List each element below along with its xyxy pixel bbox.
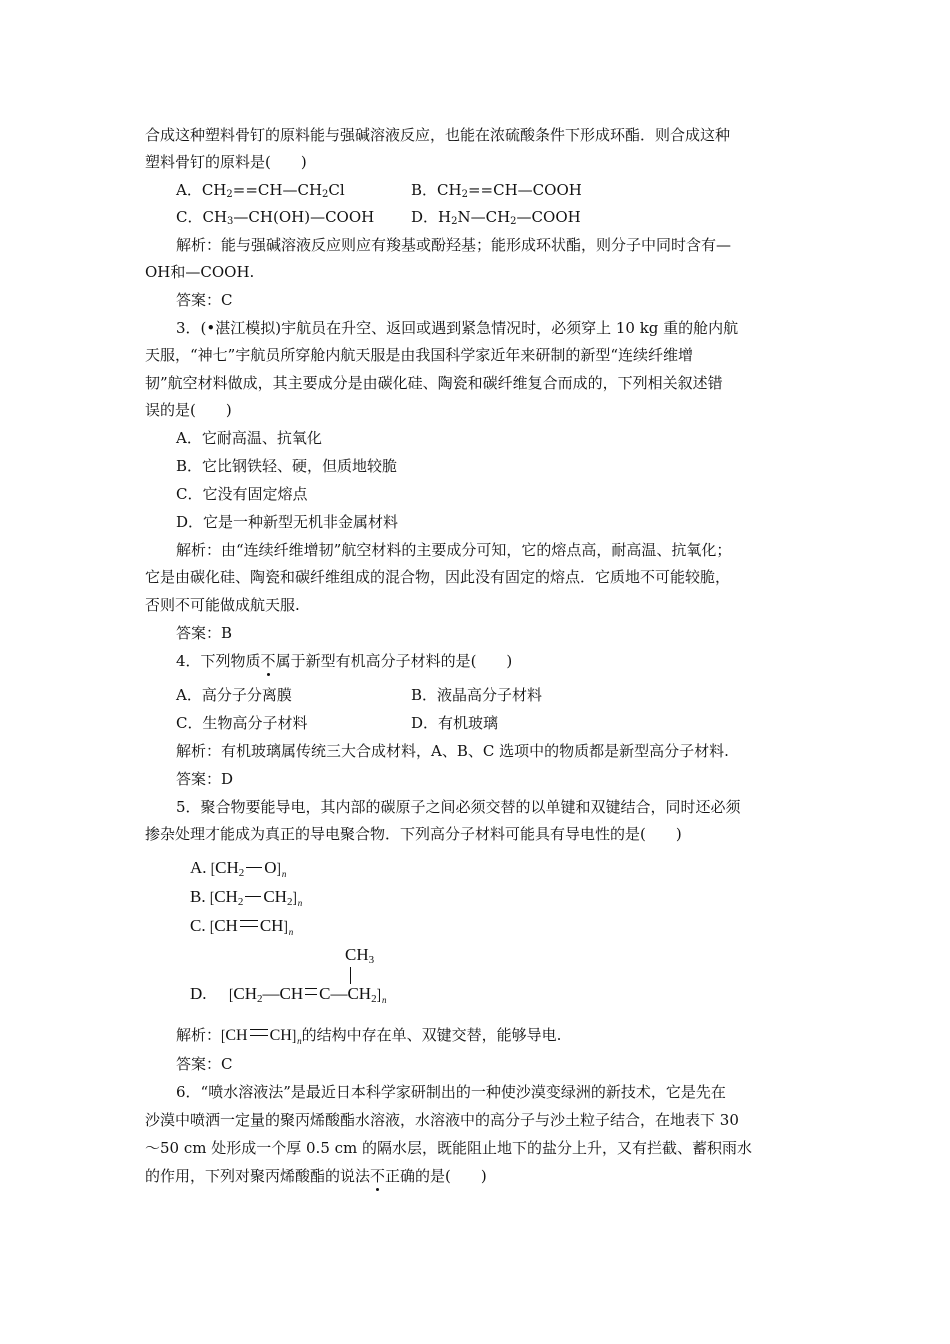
option-label: D. [190,984,207,1003]
methyl-group: $CH_3$ [345,945,375,966]
answer-line: 答案：C [176,291,233,309]
question-text: 的作用，下列对聚丙烯酸酯的说法 [145,1167,371,1185]
option-a: A．$CH_2==CH—CH_2Cl$ [176,181,345,200]
option-d: D．有机玻璃 [411,714,499,732]
question-line [145,1166,487,1186]
question-line: 误的是( ) [145,401,232,419]
text-line: 塑料骨钉的原料是( ) [145,153,307,171]
question-line [176,651,512,671]
option-c: C．它没有固定熔点 [176,485,308,503]
question-text: 属于新型有机高分子材料的是( ) [275,652,513,670]
subscript-n: n [381,995,387,1005]
subscript-n: n [297,1036,302,1046]
question-line: 韧”航空材料做成，其主要成分是由碳化硅、陶瓷和碳纤维复合而成的，下列相关叙述错 [145,374,723,392]
subscript-n: n [281,869,287,879]
formula-option-c: C. [CH $CH]_n$ [190,916,294,937]
formula-option-b: B. [$CH_2$ $CH_2]_n$ [190,887,303,908]
option-label: C. [190,916,206,935]
answer-line: 答案：C [176,1055,233,1073]
emphasis-dot-text: 不 [370,1167,386,1185]
analysis-text: 的结构中存在单、双键交替，能够导电. [301,1026,562,1044]
question-line: 3．(•湛江模拟)宇航员在升空、返回或遇到紧急情况时，必须穿上 10 kg 重的舱内航 [176,319,739,337]
subscript-n: n [297,898,303,908]
question-line: 掺杂处理才能成为真正的导电聚合物．下列高分子材料可能具有导电性的是( ) [145,825,682,843]
question-text: 正确的是( ) [385,1167,487,1185]
answer-line: 答案：B [176,624,233,642]
option-c: C．$CH_3—CH(OH)—COOH$ [176,208,375,227]
option-c: C．生物高分子材料 [176,714,308,732]
emphasis-dot-text: 不 [260,652,276,670]
inline-formula: [CH $CH]_n$ [221,1026,302,1046]
option-b: B．它比钢铁轻、硬，但质地较脆 [176,457,398,475]
subscript-n: n [288,927,294,937]
question-line: 天服，“神七”宇航员所穿舱内航天服是由我国科学家近年来研制的新型“连续纤维增 [145,346,694,364]
question-line: ～50 cm 处形成一个厚 0.5 cm 的隔水层，既能阻止地下的盐分上升，又有拦截、蓄积雨水 [145,1139,753,1157]
option-a: A．高分子分离膜 [176,686,292,704]
question-line: 5．聚合物要能导电，其内部的碳原子之间必须交替的以单键和双键结合，同时还必须 [176,798,741,816]
text-line: 合成这种塑料骨钉的原料能与强碱溶液反应，也能在浓硫酸条件下形成环酯．则合成这种 [145,126,731,144]
option-d: D．$H_2N—CH_2—COOH$ [411,208,581,227]
option-b: B．液晶高分子材料 [411,686,543,704]
formula-option-d: D. [$CH_2—CH$ $C—CH_2]_n$ [190,984,387,1005]
option-d: D．它是一种新型无机非金属材料 [176,513,399,531]
analysis-label: 解析： [176,1026,222,1044]
question-text: 4．下列物质 [176,652,261,670]
analysis-line: 否则不可能做成航天服. [145,596,300,614]
option-b: B．$CH_2==CH—COOH$ [411,181,582,200]
answer-line: 答案：D [176,770,234,788]
question-line: 6．“喷水溶液法”是最近日本科学家研制出的一种使沙漠变绿洲的新技术，它是先在 [176,1083,726,1101]
bond-line [350,967,351,984]
analysis-line: 解析：能与强碱溶液反应则应有羧基或酚羟基；能形成环状酯，则分子中同时含有— [176,236,732,254]
analysis-line: OH和—COOH. [145,263,255,281]
analysis-line [176,1025,561,1052]
analysis-line: 解析：由“连续纤维增韧”航空材料的主要成分可知，它的熔点高，耐高温、抗氧化； [176,541,732,559]
option-label: A. [190,858,207,877]
option-a: A．它耐高温、抗氧化 [176,429,322,447]
option-label: B. [190,887,206,906]
formula-option-a: A. [$CH_2$ $O]_n$ [190,858,287,879]
analysis-line: 解析：有机玻璃属传统三大合成材料，A、B、C 选项中的物质都是新型高分子材料. [176,742,729,760]
question-line: 沙漠中喷洒一定量的聚丙烯酸酯水溶液，水溶液中的高分子与沙土粒子结合，在地表下 30 [145,1111,739,1129]
analysis-line: 它是由碳化硅、陶瓷和碳纤维组成的混合物，因此没有固定的熔点．它质地不可能较脆， [145,568,731,586]
